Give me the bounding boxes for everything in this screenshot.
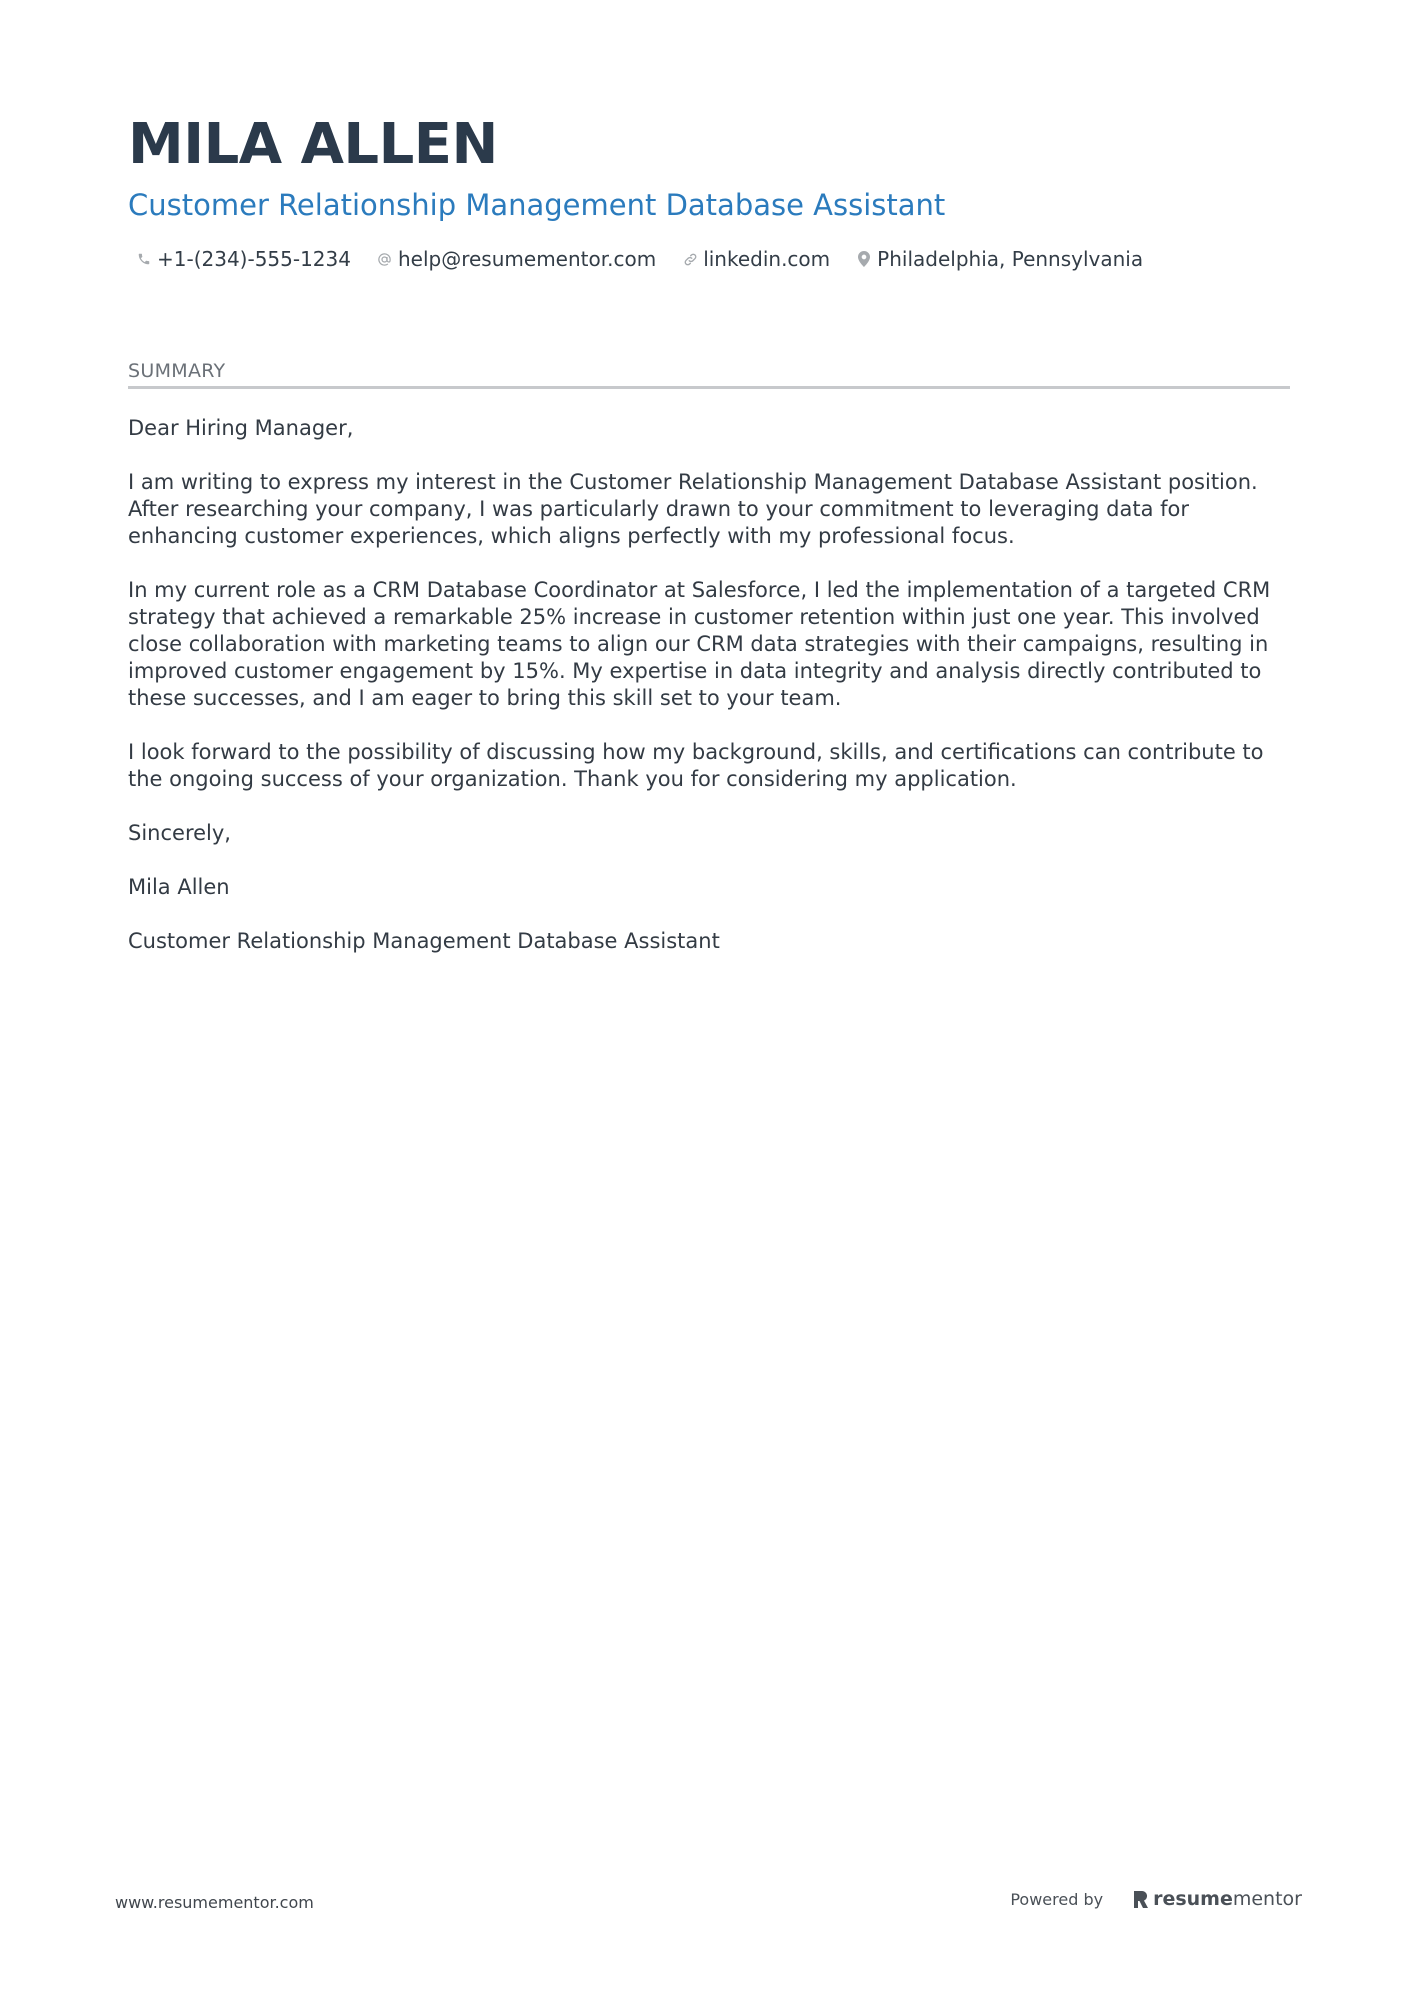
salutation: Dear Hiring Manager, — [128, 416, 354, 440]
powered-by-label: Powered by — [1010, 1889, 1104, 1909]
paragraph-intro: I am writing to express my interest in the Customer Relationship Management Database Assistant position. After researching your company, I was particularly drawn to your commitment to leveraging data for enhancing customer experiences, which aligns perfectly with my professional focus. — [128, 470, 1258, 548]
footer-website-link[interactable]: www.resumementor.com — [115, 1893, 314, 1912]
brand-name-bold: resume — [1153, 1888, 1233, 1910]
sign-off: Sincerely, — [128, 821, 231, 845]
linkedin-url: linkedin.com — [703, 247, 831, 271]
summary-section — [128, 360, 1290, 982]
candidate-name: MILA ALLEN — [128, 112, 498, 177]
signature-title: Customer Relationship Management Database Assistant — [128, 929, 720, 953]
section-title: SUMMARY — [128, 360, 1290, 389]
location-text: Philadelphia, Pennsylvania — [877, 247, 1144, 271]
at-icon — [377, 250, 393, 268]
email-address: help@resumementor.com — [397, 247, 657, 271]
signature-name: Mila Allen — [128, 875, 230, 899]
brand-name-light: mentor — [1232, 1888, 1302, 1910]
job-title: Customer Relationship Management Database Assistant — [128, 188, 946, 222]
header — [128, 110, 1288, 272]
resumementor-logo[interactable] — [1133, 1888, 1302, 1910]
phone-icon — [136, 250, 152, 268]
paragraph-closing: I look forward to the possibility of discussing how my background, skills, and certifications can contribute to the ongoing success of your organization. Thank you for considering my application. — [128, 740, 1264, 791]
resumementor-mark-icon — [1133, 1889, 1149, 1909]
paragraph-experience: In my current role as a CRM Database Coordinator at Salesforce, I led the implementation of a targeted CRM strategy that achieved a remarkable 25% increase in customer retention within just one year. This involved close collaboration with marketing teams to align our CRM data strategies with their campaigns, resulting in improved customer engagement by 15%. My expertise in data integrity and analysis directly contributed to these successes, and I am eager to bring this skill set to your team. — [128, 578, 1271, 710]
contact-location — [856, 246, 1143, 272]
letter-body — [128, 415, 1290, 955]
phone-number: +1-(234)-555-1234 — [157, 247, 351, 271]
contact-email[interactable] — [377, 246, 656, 272]
contact-linkedin[interactable] — [682, 246, 830, 272]
link-icon — [682, 250, 698, 268]
contact-phone[interactable] — [136, 246, 351, 272]
contact-bar — [128, 246, 1288, 272]
location-pin-icon — [856, 250, 872, 268]
footer-branding — [1010, 1888, 1302, 1910]
